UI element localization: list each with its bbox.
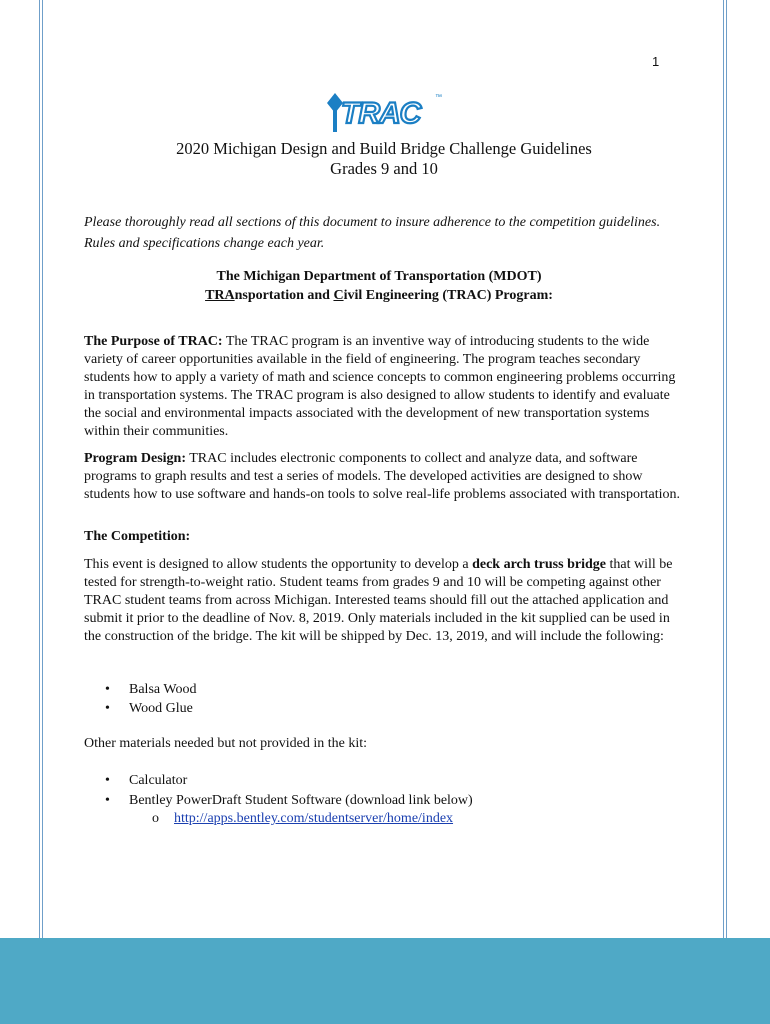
list-item: • Wood Glue <box>105 701 193 716</box>
list-item: • Balsa Wood <box>105 682 197 697</box>
left-margin-rule <box>39 0 43 958</box>
page-number: 1 <box>652 54 660 69</box>
purpose-paragraph: The Purpose of TRAC: The TRAC program is an inventive way of introducing students to the wide variety of career opportunities available in the field of engineering. The program teaches secondary students how to apply a variety of math and science concepts to common engineering problems occurring in transportation systems. The TRAC program is also designed to allow students to identify and evaluate the social and environmental impacts associated with the development of new transportation systems within their communities. <box>84 334 676 439</box>
software-download-link[interactable]: http://apps.bentley.com/studentserver/home/index <box>174 811 454 826</box>
purpose-heading: The Purpose of TRAC: <box>84 334 223 349</box>
design-heading: Program Design: <box>84 451 186 466</box>
bridge-type: deck arch truss bridge <box>472 557 606 572</box>
competition-paragraph: This event is designed to allow students the opportunity to develop a deck arch truss bridge that will be tested for strength-to-weight ratio. Student teams from grades 9 and 10 will be competing against other TRAC student teams from across Michigan. Interested teams should fill out the attached application and submit it prior to the deadline of Nov. 8, 2019. Only materials included in the kit supplied can be used in the construction of the bridge. The kit will be shipped by Dec. 13, 2019, and will include the following: <box>84 557 673 644</box>
design-paragraph: Program Design: TRAC includes electronic components to collect and analyze data, and software programs to graph results and test a series of models. The developed activities are designed to show students how to use software and hands-on tools to solve real-life problems associated with transportation. <box>84 451 681 502</box>
sub-list-item: o http://apps.bentley.com/studentserver/home/index <box>152 811 454 826</box>
footer-band <box>0 938 770 1024</box>
other-materials-label: Other materials needed but not provided in the kit: <box>84 736 368 751</box>
competition-heading: The Competition: <box>84 529 191 544</box>
org-heading-line1: The Michigan Department of Transportation (MDOT) <box>216 269 542 284</box>
trac-logo <box>325 90 445 134</box>
logo-tm: ™ <box>435 94 442 101</box>
org-heading-line2: TRAnsportation and Civil Engineering (TRAC) Program: <box>205 288 553 303</box>
document-title: 2020 Michigan Design and Build Bridge Challenge Guidelines <box>176 139 592 158</box>
logo-stem <box>333 110 337 132</box>
list-item: • Calculator <box>105 773 188 788</box>
document-subtitle: Grades 9 and 10 <box>330 159 438 178</box>
right-margin-rule <box>723 0 727 958</box>
intro-note: Please thoroughly read all sections of this document to insure adherence to the competition guidelines. Rules and specifications change each year. <box>84 215 661 251</box>
list-item: • Bentley PowerDraft Student Software (download link below) <box>105 793 473 808</box>
logo-text: TRAC <box>341 97 421 130</box>
